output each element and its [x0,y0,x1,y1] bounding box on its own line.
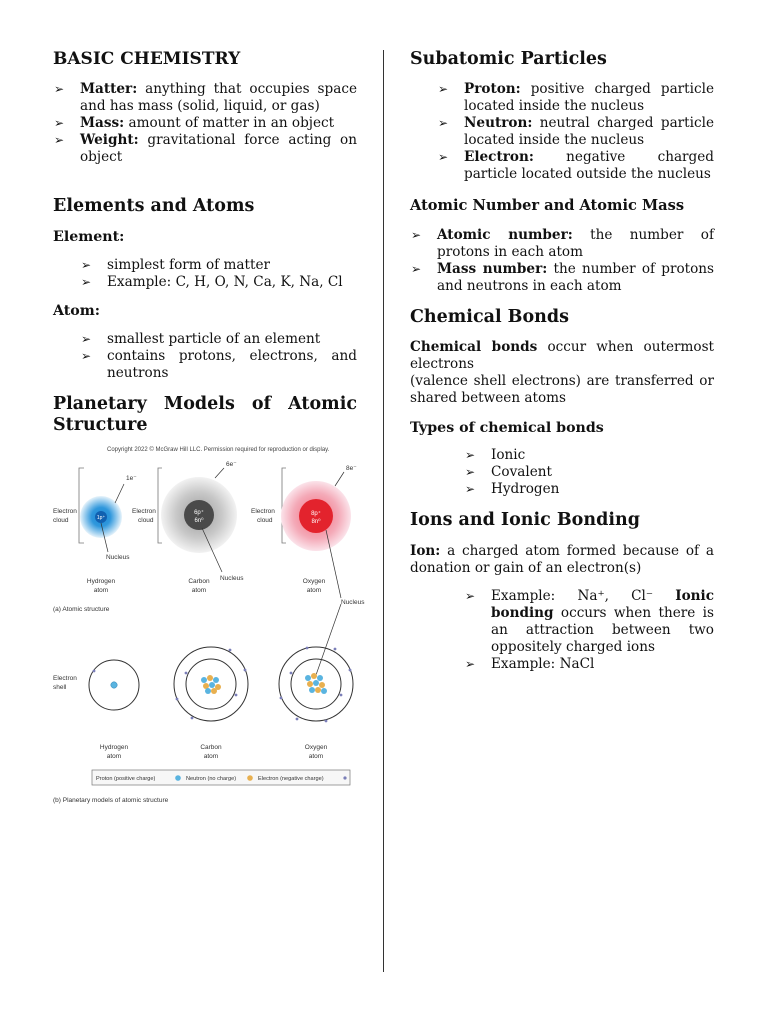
subatomic-item-neutron: ➢ Neutron: neutral charged particle located inside the nucleus [438,115,714,148]
svg-text:8n⁰: 8n⁰ [311,519,321,525]
arrow-bullet-icon: ➢ [465,589,476,603]
list-item: ➢ smallest particle of an element [81,331,321,347]
ion-examples-list [465,588,714,673]
list-item: ➢ Example: C, H, O, N, Ca, K, Na, Cl [81,274,343,290]
nucleus-label-o: Nucleus [341,599,365,606]
types-list [465,447,714,498]
arrow-bullet-icon: ➢ [81,332,92,346]
basics-list [54,81,357,166]
element-label: Element: [53,229,125,245]
svg-text:atom: atom [106,753,122,760]
svg-text:Oxygen: Oxygen [302,578,326,585]
oxygen-electron-count: 8e⁻ [346,465,357,472]
arrow-bullet-icon: ➢ [411,262,422,276]
svg-text:atom: atom [93,587,109,594]
atomic-structure-figure [52,440,370,812]
planetary-heading: Planetary Models of Atomic Structure [53,394,357,435]
types-heading: Types of chemical bonds [410,420,604,436]
carbon-electron-count: 6e⁻ [226,461,237,468]
column-divider [383,50,384,972]
svg-text:cloud: cloud [257,517,273,524]
arrow-bullet-icon: ➢ [54,133,65,147]
electron-shell-label: Electron [53,675,77,682]
nucleus-label-c: Nucleus [220,575,244,582]
caption-b: (b) Planetary models of atomic structure [53,797,169,804]
list-item: ➢ contains protons, electrons, and neutrons [81,348,357,381]
atom-label: Atom: [53,303,101,319]
list-item: ➢ Ionic [465,447,526,463]
nucleus-label-h: Nucleus [106,554,130,561]
caption-a: (a) Atomic structure [53,606,110,613]
subatomic-list [438,81,714,183]
hydrogen-electron-count: 1e⁻ [126,475,137,482]
arrow-bullet-icon: ➢ [465,448,476,462]
svg-text:8p⁺: 8p⁺ [311,511,321,517]
arrow-bullet-icon: ➢ [81,275,92,289]
subatomic-item-electron: ➢ Electron: negative charged particle located outside the nucleus [438,149,714,182]
svg-text:Carbon: Carbon [188,578,210,585]
svg-text:Carbon: Carbon [200,744,222,751]
subatomic-heading: Subatomic Particles [410,49,607,69]
svg-text:atom: atom [191,587,207,594]
atom-list [81,331,357,382]
svg-text:atom: atom [203,753,219,760]
figure-copyright: Copyright 2022 © McGraw Hill LLC. Permission required for reproduction or display. [107,447,330,453]
list-item: ➢ simplest form of matter [81,257,270,273]
list-item: ➢ Hydrogen [465,481,560,497]
bonds-heading: Chemical Bonds [410,307,569,327]
svg-text:Electron: Electron [251,508,275,515]
svg-text:6n⁰: 6n⁰ [194,518,204,524]
svg-text:Electron: Electron [132,508,156,515]
svg-text:atom: atom [306,587,322,594]
arrow-bullet-icon: ➢ [81,258,92,272]
svg-text:Neutron (no charge): Neutron (no charge) [186,776,237,782]
basics-item-matter: ➢ Matter: anything that occupies space and has mass (solid, liquid, or gas) [54,81,357,114]
atomic-heading: Atomic Number and Atomic Mass [410,197,685,214]
svg-text:cloud: cloud [53,517,69,524]
svg-text:Electron (negative charge): Electron (negative charge) [258,776,324,782]
electron-cloud-label-h: Electron [53,508,77,515]
particle-legend [92,770,350,785]
list-item: ➢ Covalent [465,464,552,480]
atomic-list [411,227,715,295]
ions-heading: Ions and Ionic Bonding [410,510,640,530]
svg-text:1p⁺: 1p⁺ [96,515,106,521]
arrow-bullet-icon: ➢ [438,116,449,130]
bonds-paragraph: Chemical bonds occur when outermost electrons (valence shell electrons) are transferred or shared between atoms [410,339,715,406]
arrow-bullet-icon: ➢ [465,657,476,671]
basics-item-weight: ➢ Weight: gravitational force acting on object [54,132,357,165]
ion-paragraph: Ion: a charged atom formed because of a donation or gain of an electron(s) [410,543,714,576]
subatomic-item-proton: ➢ Proton: positive charged particle located inside the nucleus [438,81,714,114]
arrow-bullet-icon: ➢ [81,349,92,363]
svg-text:Hydrogen: Hydrogen [86,578,116,585]
basic-chemistry-title: BASIC CHEMISTRY [53,49,241,69]
arrow-bullet-icon: ➢ [438,82,449,96]
svg-text:Oxygen: Oxygen [304,744,328,751]
arrow-bullet-icon: ➢ [465,465,476,479]
list-item: ➢ Example: Na⁺, Cl⁻ Ionic bonding occurs when there is an attraction between two oppositely charged ions [465,588,714,655]
svg-text:shell: shell [53,684,67,691]
arrow-bullet-icon: ➢ [54,82,65,96]
arrow-bullet-icon: ➢ [465,482,476,496]
svg-text:Hydrogen: Hydrogen [99,744,129,751]
arrow-bullet-icon: ➢ [438,150,449,164]
arrow-bullet-icon: ➢ [54,116,65,130]
svg-text:atom: atom [308,753,324,760]
svg-text:Proton (positive charge): Proton (positive charge) [96,776,156,782]
arrow-bullet-icon: ➢ [411,228,422,242]
atomic-item-mass: ➢ Mass number: the number of protons and neutrons in each atom [411,261,715,294]
atom-diagram [52,440,370,812]
svg-text:6p⁺: 6p⁺ [194,510,204,516]
atomic-item-number: ➢ Atomic number: the number of protons in each atom [411,227,714,260]
svg-text:cloud: cloud [138,517,154,524]
element-list [81,257,357,291]
list-item: ➢ Example: NaCl [465,656,595,672]
elements-heading: Elements and Atoms [53,196,255,216]
basics-item-mass: ➢ Mass: amount of matter in an object [54,115,335,131]
